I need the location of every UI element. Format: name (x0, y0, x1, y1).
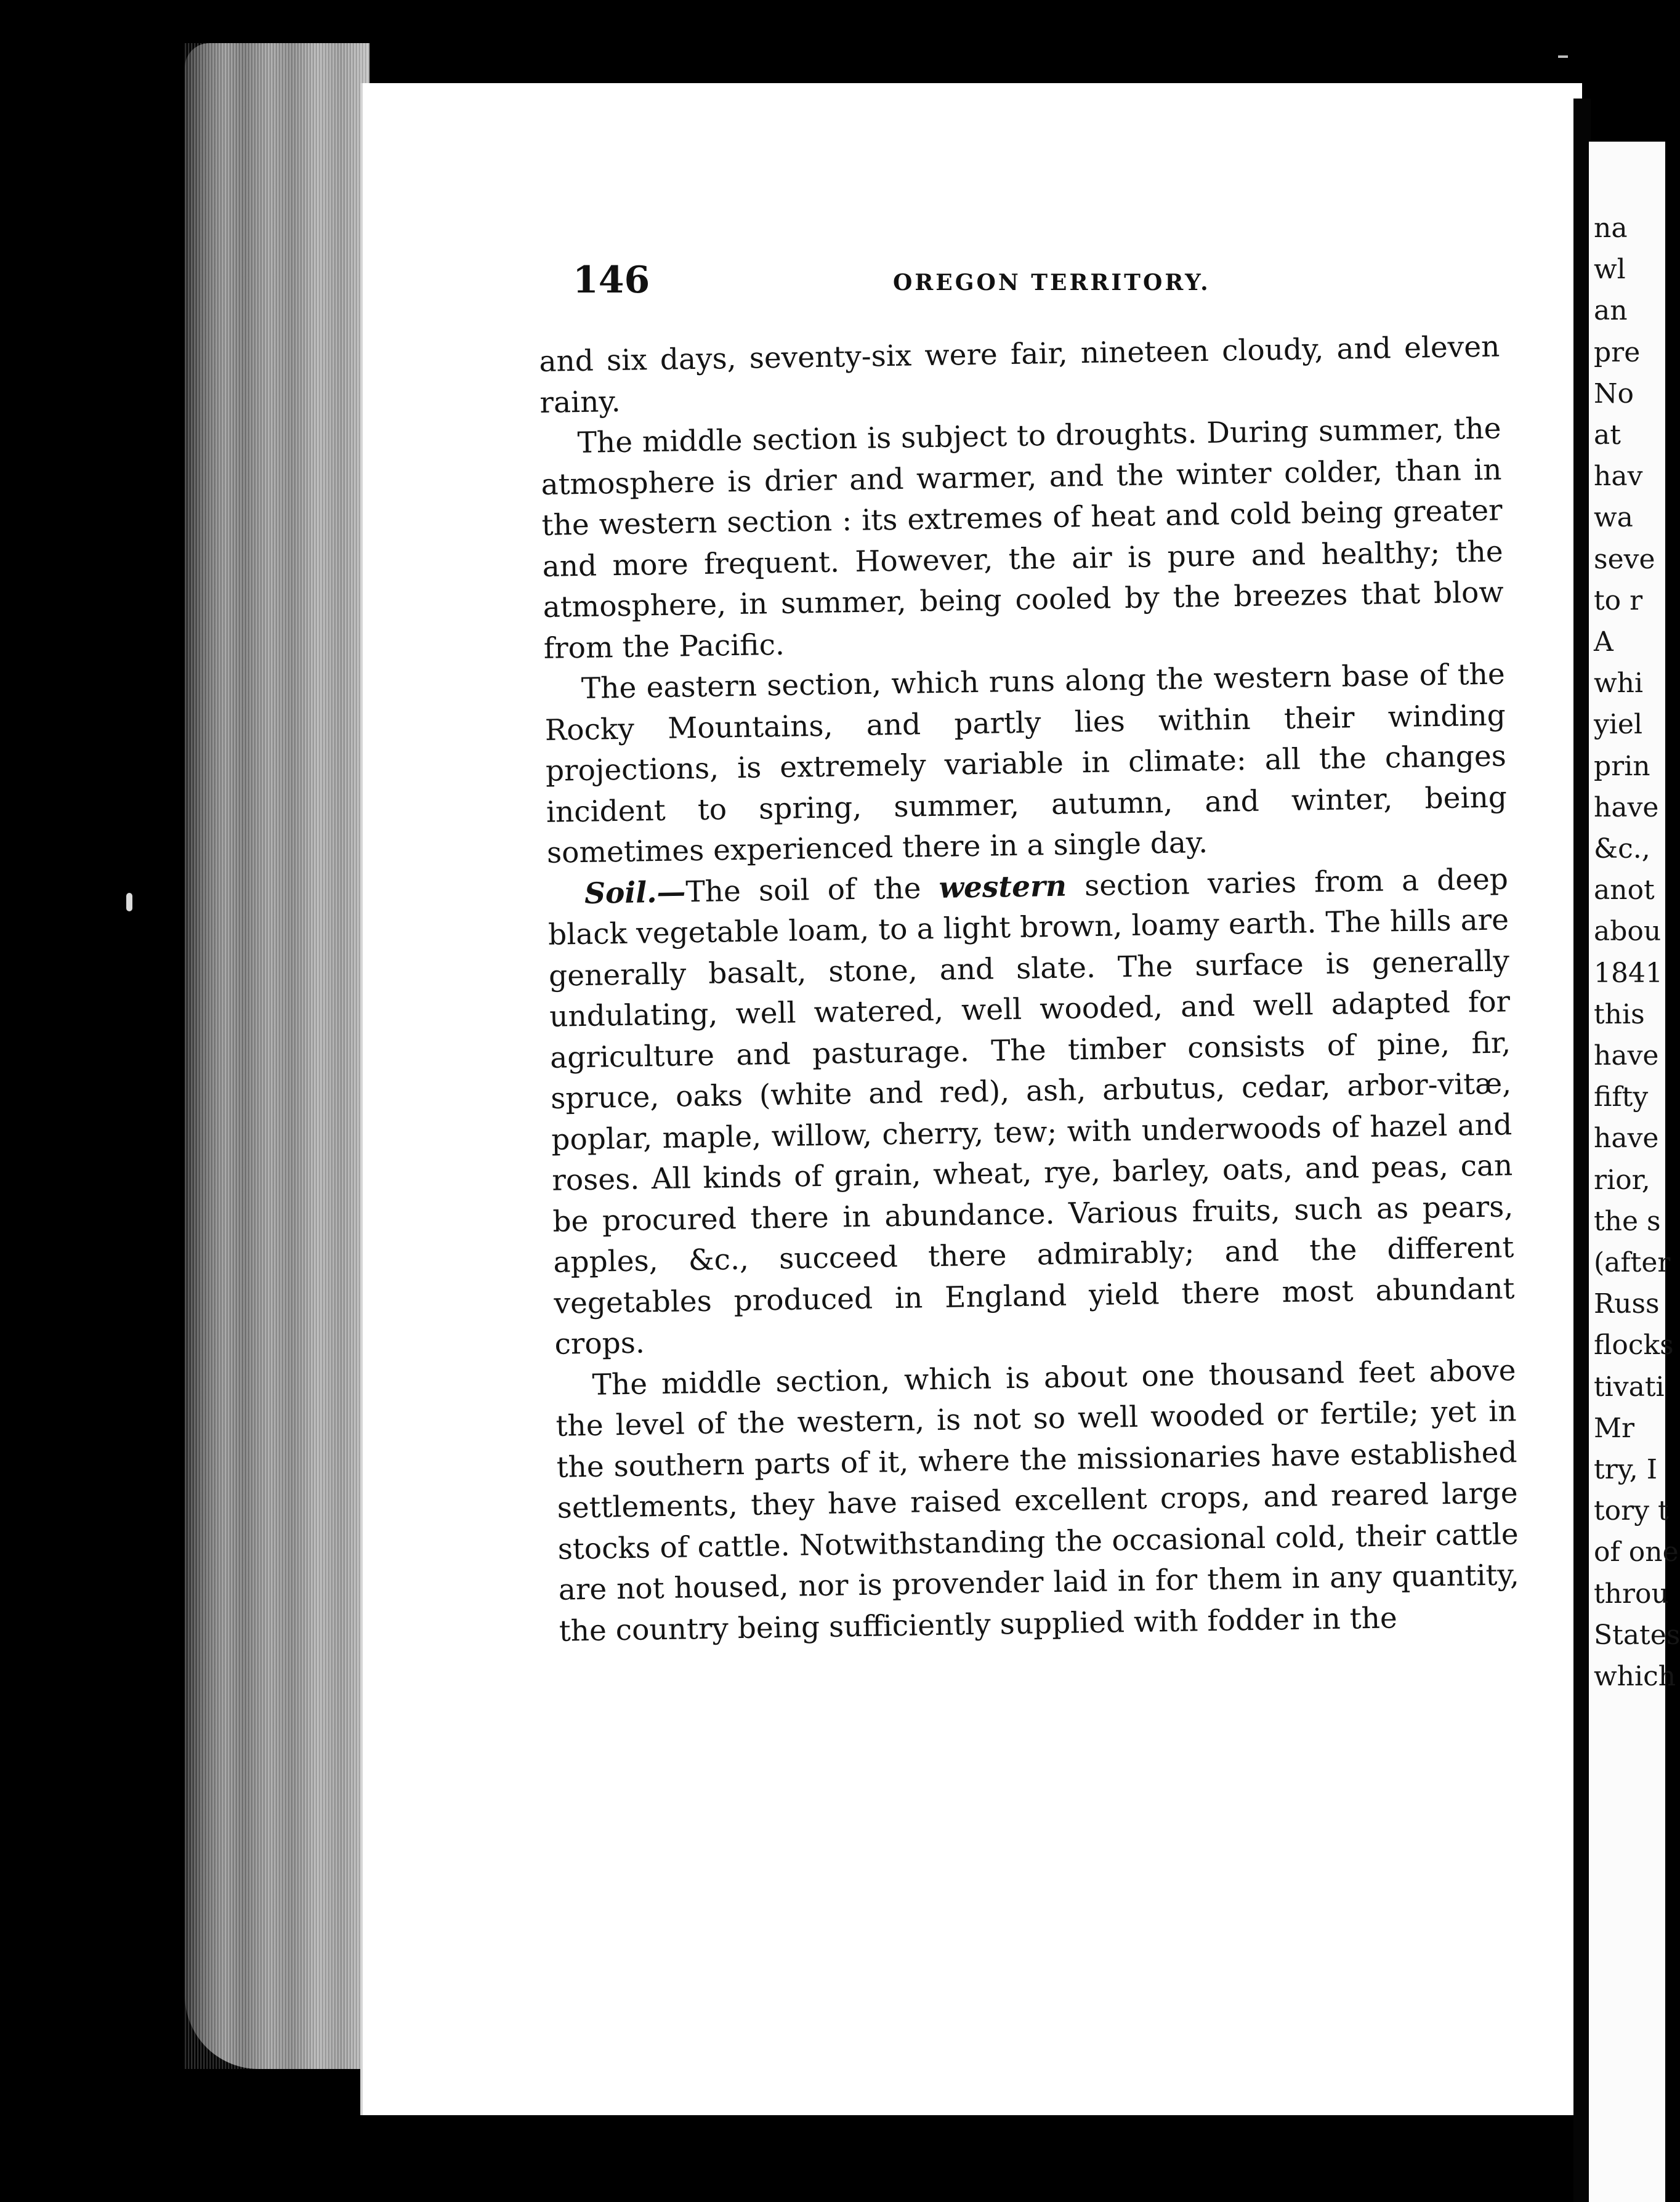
next-page-line-fragment: tivati (1594, 1371, 1665, 1403)
running-head: OREGON TERRITORY. (893, 270, 1211, 296)
book-page-edges (185, 43, 370, 2069)
book-gutter (1573, 99, 1591, 2202)
next-page-line-fragment: yiel (1594, 709, 1643, 741)
emphasis-text: western (939, 869, 1067, 905)
next-page-line-fragment: (after (1594, 1247, 1671, 1278)
next-page-line-fragment: No (1594, 377, 1634, 409)
next-page-line-fragment: na (1594, 212, 1628, 244)
next-page-line-fragment: A (1594, 626, 1613, 658)
next-page-line-fragment: wl (1594, 254, 1626, 286)
next-page-line-fragment: have (1594, 791, 1659, 823)
next-page-line-fragment: seve (1594, 543, 1655, 575)
next-page-line-fragment: try, I (1594, 1454, 1658, 1485)
next-page-line-fragment: at (1594, 419, 1621, 451)
next-page-line-fragment: this (1594, 998, 1645, 1030)
next-page-line-fragment: prin (1594, 750, 1650, 782)
next-page-line-fragment: tory t (1594, 1495, 1669, 1527)
next-page-line-fragment: fifty (1594, 1081, 1649, 1113)
paragraph: The middle section is subject to droughts. During summer, the atmosphere is drier and warmer, and the winter colder, than in the western section : its extremes of heat and cold being greater and more frequent. However, the air is pure and healthy; the atmosphere, in summer, being cooled by the breezes that blow from the Pacific. (541, 411, 1504, 666)
next-page-line-fragment: anot (1594, 874, 1655, 906)
next-page-line-fragment: the s (1594, 1205, 1661, 1237)
paragraph: The middle section, which is about one thousand feet above the level of the western, is not so well wooded or fertile; yet in the southern parts of it, where the missionaries have established settlements, they have raised excellent crops, and reared large stocks of cattle. Notwithstanding the occasional cold, their cattle are not housed, nor is provender laid in for them in any quantity, the country being sufficiently supplied with fodder in the (555, 1353, 1520, 1648)
body-text (539, 326, 1520, 1652)
paragraph-text: section varies from a deep black vegetable loam, to a light brown, loamy earth. The hills are generally basalt, stone, and slate. The surface is generally undulating, well watered, well wooded, and well adapted for agriculture and pasturage. The timber consists of pine, fir, spruce, oaks (white and red), ash, arbutus, cedar, arbor-vitæ, poplar, maple, willow, cherry, tew; with underwoods of hazel and roses. All kinds of grain, wheat, rye, barley, oats, and peas, can be procured there in abundance. Various fruits, such as pears, apples, &c., succeed there admirably; and the different vegetables produced in England yield there most abundant crops. (547, 861, 1515, 1361)
margin-mark (126, 893, 132, 911)
next-page-line-fragment: 1841 (1594, 957, 1663, 989)
run-in-heading: Soil.— (584, 874, 686, 911)
next-page-line-fragment: Mr (1594, 1412, 1635, 1444)
paragraph: and six days, seventy-six were fair, nineteen cloudy, and eleven rainy. (539, 329, 1500, 420)
next-page-line-fragment: which (1594, 1661, 1676, 1692)
next-page-line-fragment: States (1594, 1619, 1680, 1651)
next-page-line-fragment: Russ (1594, 1288, 1660, 1320)
page-number: 146 (573, 259, 650, 302)
next-page-line-fragment: rior, (1594, 1164, 1650, 1196)
paragraph: The eastern section, which runs along the western base of the Rocky Mountains, and partly lies within their winding projections, is extremely variable in climate: all the changes incident to spring, summer, autumn, and winter, being sometimes experienced there in a single day. (544, 657, 1508, 870)
next-page-line-fragment: wa (1594, 502, 1633, 534)
next-page-line-fragment: to r (1594, 584, 1643, 616)
next-page-line-fragment: an (1594, 295, 1628, 327)
paragraph-soil (547, 859, 1516, 1365)
paragraph-text: The soil of the (685, 871, 940, 909)
next-page-line-fragment: throu (1594, 1578, 1669, 1610)
next-page-line-fragment: abou (1594, 916, 1662, 948)
next-page-line-fragment: of one (1594, 1536, 1679, 1568)
next-page-line-fragment: flocks (1594, 1329, 1674, 1361)
page-header (573, 259, 1527, 314)
next-page-line-fragment: hav (1594, 461, 1643, 493)
next-page-line-fragment: whi (1594, 667, 1644, 700)
next-page-fragment (1589, 142, 1680, 2202)
next-page-line-fragment: &c., (1594, 833, 1650, 865)
next-page-line-fragment: have (1594, 1040, 1659, 1071)
next-page-line-fragment: have (1594, 1123, 1659, 1155)
next-page-line-fragment: pre (1594, 336, 1641, 368)
corner-mark (1558, 55, 1568, 58)
